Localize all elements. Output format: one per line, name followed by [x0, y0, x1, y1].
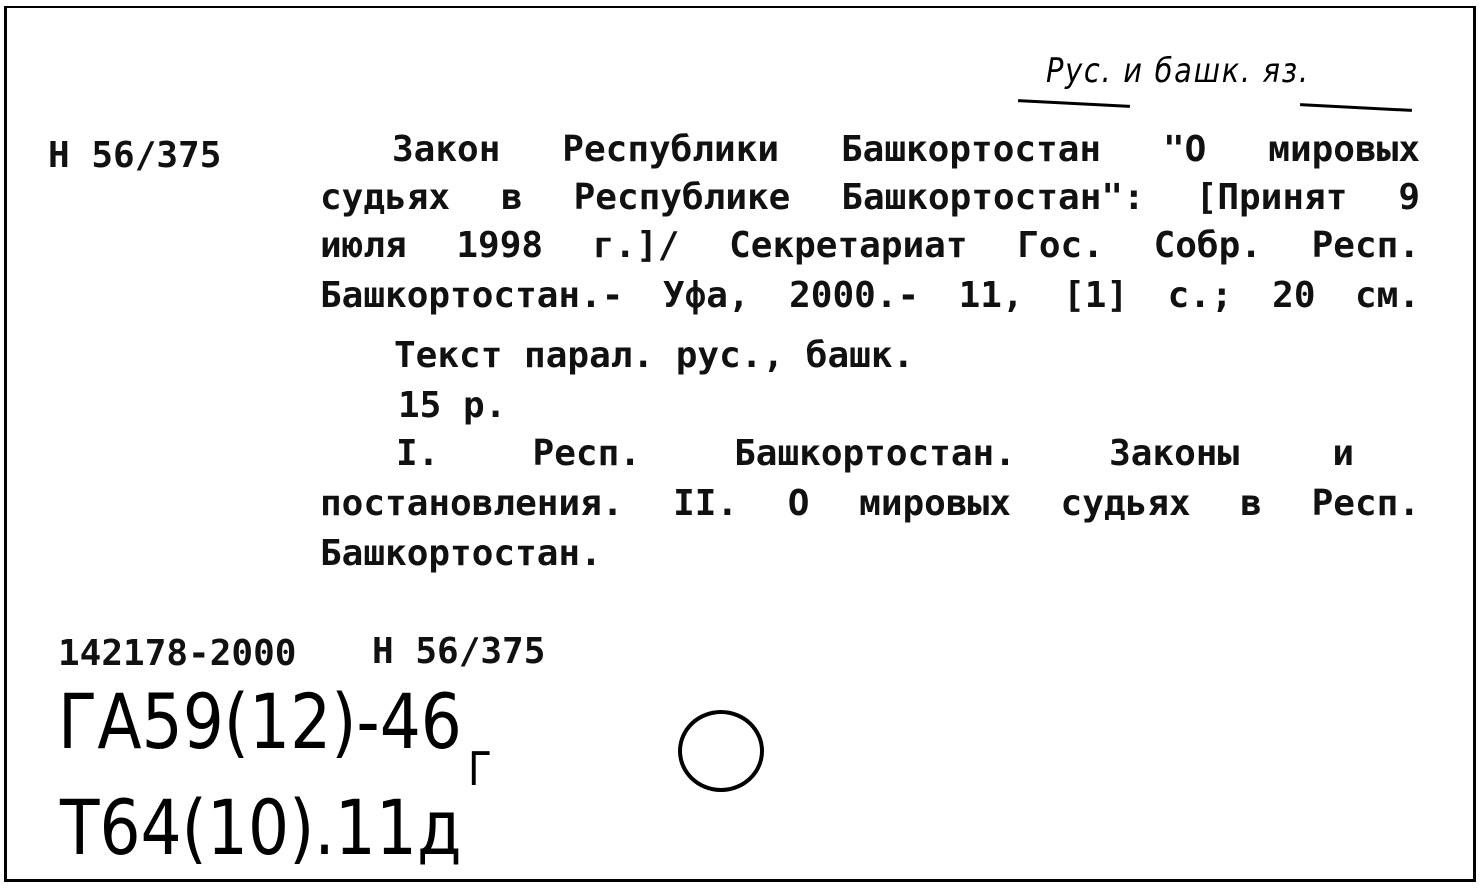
description-line-3: июля 1998 г.]/ Секретариат Гос. Собр. Респ.: [320, 225, 1420, 266]
shelf-mark-bottom: Н 56/375: [372, 631, 546, 672]
subject-line-2: постановления. II. О мировых судьях в Респ.: [320, 483, 1420, 524]
parallel-text-note: Текст парал. рус., башк.: [394, 335, 915, 376]
classification-code-handwritten-1: ГА59(12)-46: [58, 677, 462, 766]
description-line-4: Башкортостан.- Уфа, 2000.- 11, [1] с.; 20 см.: [320, 275, 1420, 316]
classification-suffix-handwritten: Г: [468, 742, 492, 796]
shelf-mark: Н 56/375: [48, 135, 222, 176]
language-note-handwritten: Рус. и башк. яз.: [1046, 51, 1310, 91]
record-number: 142178-2000: [58, 633, 297, 674]
price: 15 р.: [398, 385, 507, 426]
description-line-2: судьях в Республике Башкортостан": [Принят 9: [320, 177, 1420, 218]
subject-line-3: Башкортостан.: [320, 533, 602, 574]
classification-code-handwritten-2: Т64(10).11д: [60, 783, 462, 872]
circle-mark: [678, 710, 764, 792]
description-line-1: Закон Республики Башкортостан "О мировых: [392, 129, 1420, 170]
subject-line-1: I. Респ. Башкортостан. Законы и: [396, 433, 1354, 474]
